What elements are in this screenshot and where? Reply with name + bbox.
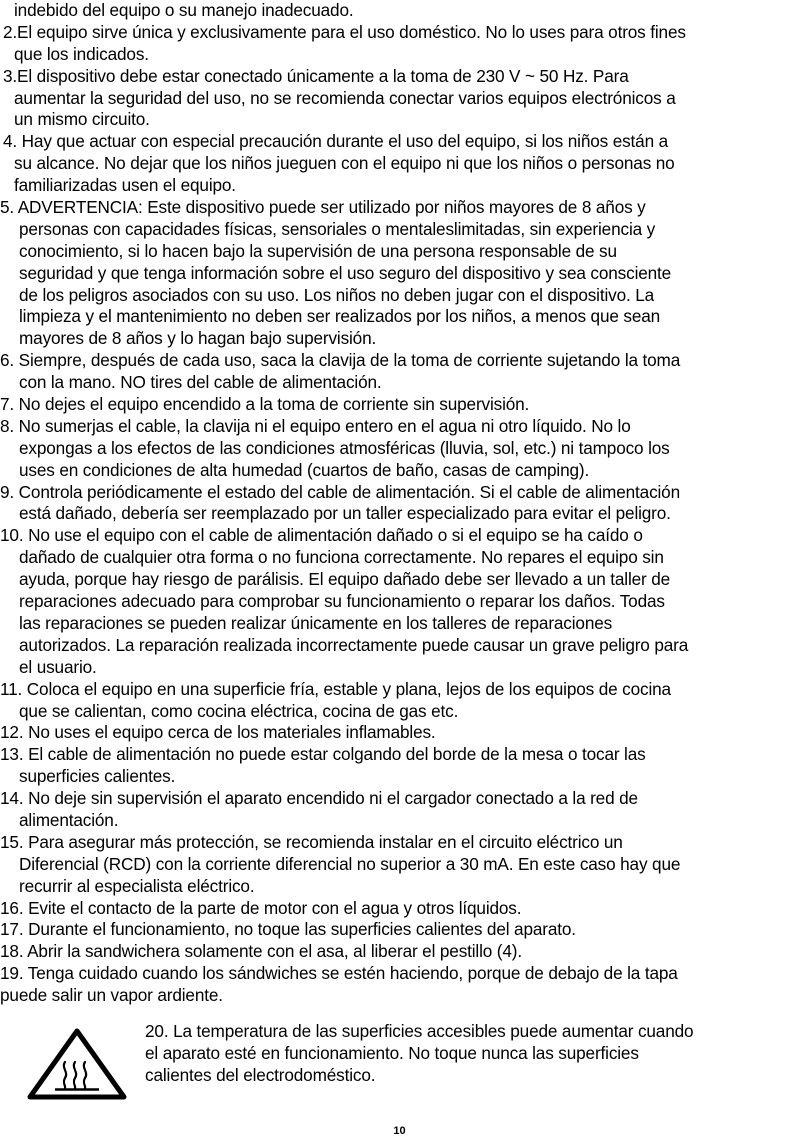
text-line: 5. ADVERTENCIA: Este dispositivo puede ser utilizado por niños mayores de 8 años y [0, 197, 646, 218]
text-line: 11. Coloca el equipo en una superficie fría, estable y plana, lejos de los equipos de cocina [0, 678, 671, 699]
text-line: 4. Hay que actuar con especial precaución durante el uso del equipo, si los niños están a [3, 131, 669, 152]
text-line: limpieza y el mantenimiento no deben ser realizados por los niños, a menos que sean [19, 306, 661, 327]
text-line: personas con capacidades físicas, sensoriales o mentaleslimitadas, sin experiencia y [19, 218, 656, 239]
text-line: 15. Para asegurar más protección, se recomienda instalar en el circuito eléctrico un [0, 831, 623, 852]
text-line: el usuario. [19, 656, 97, 677]
text-line: mayores de 8 años y lo hagan bajo supervisión. [19, 328, 377, 349]
text-line: 10. No use el equipo con el cable de alimentación dañado o si el equipo se ha caído o [0, 525, 643, 546]
text-line: seguridad y que tenga información sobre el uso seguro del dispositivo y sea consciente [19, 262, 672, 283]
text-line: aumentar la seguridad del uso, no se recomienda conectar varios equipos electrónicos a [14, 87, 676, 108]
text-line: Diferencial (RCD) con la corriente diferencial no superior a 30 mA. En este caso hay que [19, 853, 681, 874]
text-line: uses en condiciones de alta humedad (cuartos de baño, casas de camping). [19, 459, 590, 480]
text-line: está dañado, debería ser reemplazado por un taller especializado para evitar el peligro. [19, 503, 671, 524]
text-line: superficies calientes. [19, 766, 176, 787]
text-line: 14. No deje sin supervisión el aparato encendido ni el cargador conectado a la red de [0, 788, 638, 809]
text-line: 7. No dejes el equipo encendido a la toma de corriente sin supervisión. [0, 394, 530, 415]
text-line: expongas a los efectos de las condiciones atmosféricas (lluvia, sol, etc.) ni tampoco los [19, 437, 670, 458]
text-line: de los peligros asociados con su uso. Los niños no deben jugar con el dispositivo. La [19, 284, 655, 305]
text-line: con la mano. NO tires del cable de alimentación. [19, 372, 382, 393]
text-line: puede salir un vapor ardiente. [0, 985, 223, 1006]
text-line: 16. Evite el contacto de la parte de motor con el agua y otros líquidos. [0, 897, 522, 918]
text-line: 19. Tenga cuidado cuando los sándwiches se estén haciendo, porque de debajo de la tapa [0, 963, 678, 984]
page-number: 10 [393, 1125, 406, 1137]
text-line: 3.El dispositivo debe estar conectado únicamente a la toma de 230 V ~ 50 Hz. Para [3, 65, 629, 86]
text-line: 2.El equipo sirve única y exclusivamente para el uso doméstico. No lo uses para otros fines [3, 21, 686, 42]
text-line: alimentación. [19, 809, 119, 830]
text-line: reparaciones adecuado para comprobar su funcionamiento o reparar los daños. Todas [19, 591, 665, 612]
text-line: dañado de cualquier otra forma o no funciona correctamente. No repares el equipo sin [19, 547, 664, 568]
text-line: ayuda, porque hay riesgo de parálisis. El equipo dañado debe ser llevado a un taller de [19, 569, 671, 590]
text-line: que se calientan, como cocina eléctrica, cocina de gas etc. [19, 700, 459, 721]
warning-line: el aparato esté en funcionamiento. No toque nunca las superficies [145, 1042, 639, 1063]
text-line: 18. Abrir la sandwichera solamente con el asa, al liberar el pestillo (4). [0, 941, 522, 962]
text-line: autorizados. La reparación realizada incorrectamente puede causar un grave peligro para [19, 634, 689, 655]
text-line: 8. No sumerjas el cable, la clavija ni el equipo entero en el agua ni otro líquido. No lo [0, 415, 631, 436]
warning-line: 20. La temperatura de las superficies accesibles puede aumentar cuando [145, 1021, 694, 1041]
text-line: conocimiento, si lo hacen bajo la supervisión de una persona responsable de su [19, 240, 617, 261]
text-line: 13. El cable de alimentación no puede estar colgando del borde de la mesa o tocar las [0, 744, 646, 765]
text-line: un mismo circuito. [14, 109, 150, 130]
text-line: 6. Siempre, después de cada uso, saca la clavija de la toma de corriente sujetando la toma [0, 350, 681, 371]
hot-surface-warning [145, 1021, 795, 1087]
text-line: las reparaciones se pueden realizar únicamente en los talleres de reparaciones [19, 612, 613, 633]
text-line: indebido del equipo o su manejo inadecuado. [14, 0, 354, 20]
warning-line: calientes del electrodoméstico. [145, 1064, 376, 1085]
hot-surface-icon [27, 1028, 127, 1100]
text-line: recurrir al especialista eléctrico. [19, 875, 255, 896]
text-line: que los indicados. [14, 43, 149, 64]
text-line: su alcance. No dejar que los niños jueguen con el equipo ni que los niños o personas no [14, 153, 675, 174]
text-line: 9. Controla periódicamente el estado del cable de alimentación. Si el cable de alimentación [0, 481, 681, 502]
text-line: familiarizadas usen el equipo. [14, 175, 236, 196]
text-line: 17. Durante el funcionamiento, no toque las superficies calientes del aparato. [0, 919, 576, 940]
text-line: 12. No uses el equipo cerca de los materiales inflamables. [0, 722, 436, 743]
